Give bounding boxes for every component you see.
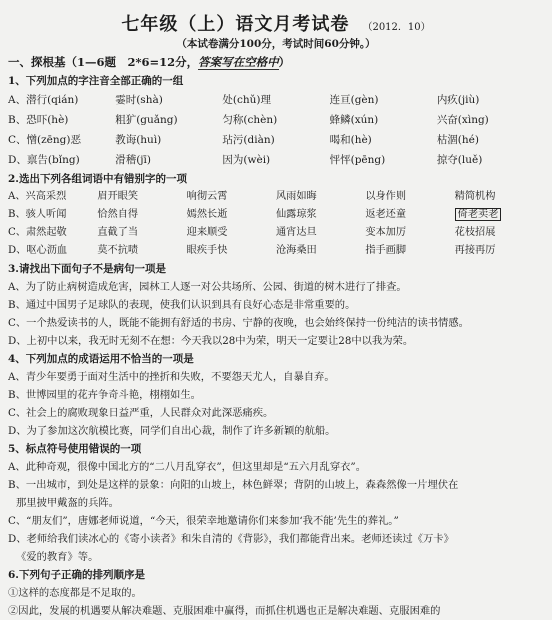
title-row [8, 10, 544, 36]
word-cell: 返老还童 [365, 209, 407, 220]
word-cell: 迎来顺受 [186, 227, 228, 238]
word-cell: 眉开眼笑 [97, 191, 139, 202]
option-cell: A、潜行(qián) [8, 94, 79, 106]
option-line: D、为了参加这次航模比赛，同学们自出心裁，制作了许多新颖的航船。 [8, 425, 336, 437]
sentence-line: ②因此，发展的机遇要从解决难题、克服困难中赢得，而抓住机遇也正是解决难题、克服困难的 [8, 605, 441, 617]
word-cell: 指手画脚 [365, 245, 407, 256]
word-cell: 以身作则 [365, 191, 407, 202]
word-cell: 风雨如晦 [275, 191, 317, 202]
option-line: D、上初中以来，我无时无刻不在想：今天我以28中为荣，明天一定要让28中以我为荣。 [8, 335, 414, 347]
word-cell: 嫣然长逝 [186, 209, 228, 220]
option-cell: 玷污(diàn) [222, 134, 275, 146]
question-3-stem: 3.请找出下面句子不是病句一项是 [8, 263, 166, 275]
word-cell: 莫不抗啧 [97, 245, 139, 256]
page-title: 七年级（上）语文月考试卷 [121, 14, 350, 35]
sentence-line: ①这样的态度都是不足取的。 [8, 587, 142, 599]
option-cell: 滑稽(jī) [115, 154, 152, 166]
word-row [8, 206, 544, 224]
word-row [8, 188, 544, 206]
word-cell: 仙露琼浆 [275, 209, 317, 220]
section-highlight: 答案写在空格中 [198, 55, 279, 69]
option-cell: 喝和(hè) [329, 134, 372, 146]
option-cell: 兴奋(xìng) [436, 114, 489, 126]
option-cell: 匀称(chèn) [222, 114, 278, 126]
question-1-options [8, 90, 544, 170]
word-cell: 花枝招展 [454, 227, 496, 238]
word-cell: 恰然自得 [97, 209, 139, 220]
word-cell: 直截了当 [97, 227, 139, 238]
section-heading [8, 52, 544, 72]
word-cell [455, 206, 544, 224]
option-line: B、一出城市，到处是这样的景象：向阳的山坡上，林色鲜翠；背阴的山坡上，森森然像一片埋伏在 [8, 479, 459, 491]
word-cell: A、兴高采烈 [8, 191, 67, 202]
question-2-stem: 2.选出下列各组词语中有错别字的一项 [8, 173, 187, 185]
exam-note: （本试卷满分100分，考试时间60分钟。） [176, 38, 376, 50]
question-5-stem: 5、标点符号使用错误的一项 [8, 443, 142, 455]
word-cell: D、呕心沥血 [8, 245, 68, 256]
word-cell: 沧海桑田 [275, 245, 317, 256]
option-cell: 怦怦(pēng) [329, 154, 386, 166]
word-cell: 精简机构 [454, 191, 496, 202]
option-row [8, 150, 544, 170]
word-cell: 眼疾手快 [186, 245, 228, 256]
exam-date: （2012．10） [362, 22, 431, 33]
option-line: C、一个热爱读书的人，既能不能拥有舒适的书房、宁静的夜晚，也会始终保持一份纯洁的读书情感。 [8, 317, 469, 329]
question-1-stem: 1、下列加点的字注音全部正确的一组 [8, 75, 184, 87]
option-line: B、通过中国男子足球队的表现，使我们认识到具有良好心态是非常重要的。 [8, 299, 356, 311]
boxed-word: 倚老卖老 [455, 208, 502, 221]
option-cell: B、恐吓(hè) [8, 114, 69, 126]
option-line-continued: 《爱的教育》等。 [16, 551, 99, 563]
option-line: B、世博园里的花卉争奇斗艳，栩栩如生。 [8, 389, 201, 401]
option-cell: D、禀告(bǐng) [8, 154, 80, 166]
option-cell: 霎时(shà) [115, 94, 163, 106]
option-line: A、此种奇观，很像中国北方的“二八月乱穿衣”，但这里却是“五六月乱穿衣”。 [8, 461, 366, 473]
option-cell: 粗犷(guǎng) [115, 114, 178, 126]
word-row [8, 224, 544, 242]
question-6-stem: 6.下列句子正确的排列顺序是 [8, 569, 145, 581]
word-row [8, 242, 544, 260]
word-cell: 变本加厉 [365, 227, 407, 238]
option-cell: 因为(wèi) [222, 154, 271, 166]
word-cell: C、肃然起敬 [8, 227, 67, 238]
section-label: 一、探根基（1—6题 2*6=12分， [8, 55, 199, 69]
option-row [8, 130, 544, 150]
section-end: ） [278, 55, 291, 69]
option-line: A、青少年要勇于面对生活中的挫折和失败，不要怨天尤人，自暴自弃。 [8, 371, 335, 383]
word-cell: 响彻云霄 [186, 191, 228, 202]
option-row [8, 90, 544, 110]
option-cell: 处(chǔ)理 [222, 94, 272, 106]
option-cell: 连亘(gèn) [329, 94, 379, 106]
option-cell: C、憎(zēng)恶 [8, 134, 81, 146]
option-row [8, 110, 544, 130]
option-cell: 蜂鳞(xún) [329, 114, 379, 126]
option-line: A、为了防止病树造成危害，园林工人逐一对公共场所、公园、街道的树木进行了排查。 [8, 281, 407, 293]
question-4-stem: 4、下列加点的成语运用不恰当的一项是 [8, 353, 194, 365]
option-cell: 枯涸(hé) [436, 134, 479, 146]
word-cell: 再接再厉 [454, 245, 496, 256]
option-cell: 内疚(jiù) [436, 94, 480, 106]
option-cell: 教诲(huì) [115, 134, 162, 146]
word-cell: B、骇人听闻 [8, 209, 67, 220]
option-line-continued: 那里披甲戴盔的兵阵。 [16, 497, 119, 509]
option-cell: 掠夺(luě) [436, 154, 483, 166]
word-cell: 通宵达旦 [275, 227, 317, 238]
option-line: D、老师给我们读冰心的《寄小读者》和朱自清的《背影》，我们都能背出来。老师还读过《万卡》 [8, 533, 454, 545]
question-2-options [8, 188, 544, 260]
option-line: C、“朋友们”，唐娜老师说道，“今天，很荣幸地邀请你们来参加‘我不能’先生的葬礼。” [8, 515, 399, 527]
option-line: C、社会上的腐败现象日益严重，人民群众对此深恶痛疾。 [8, 407, 274, 419]
